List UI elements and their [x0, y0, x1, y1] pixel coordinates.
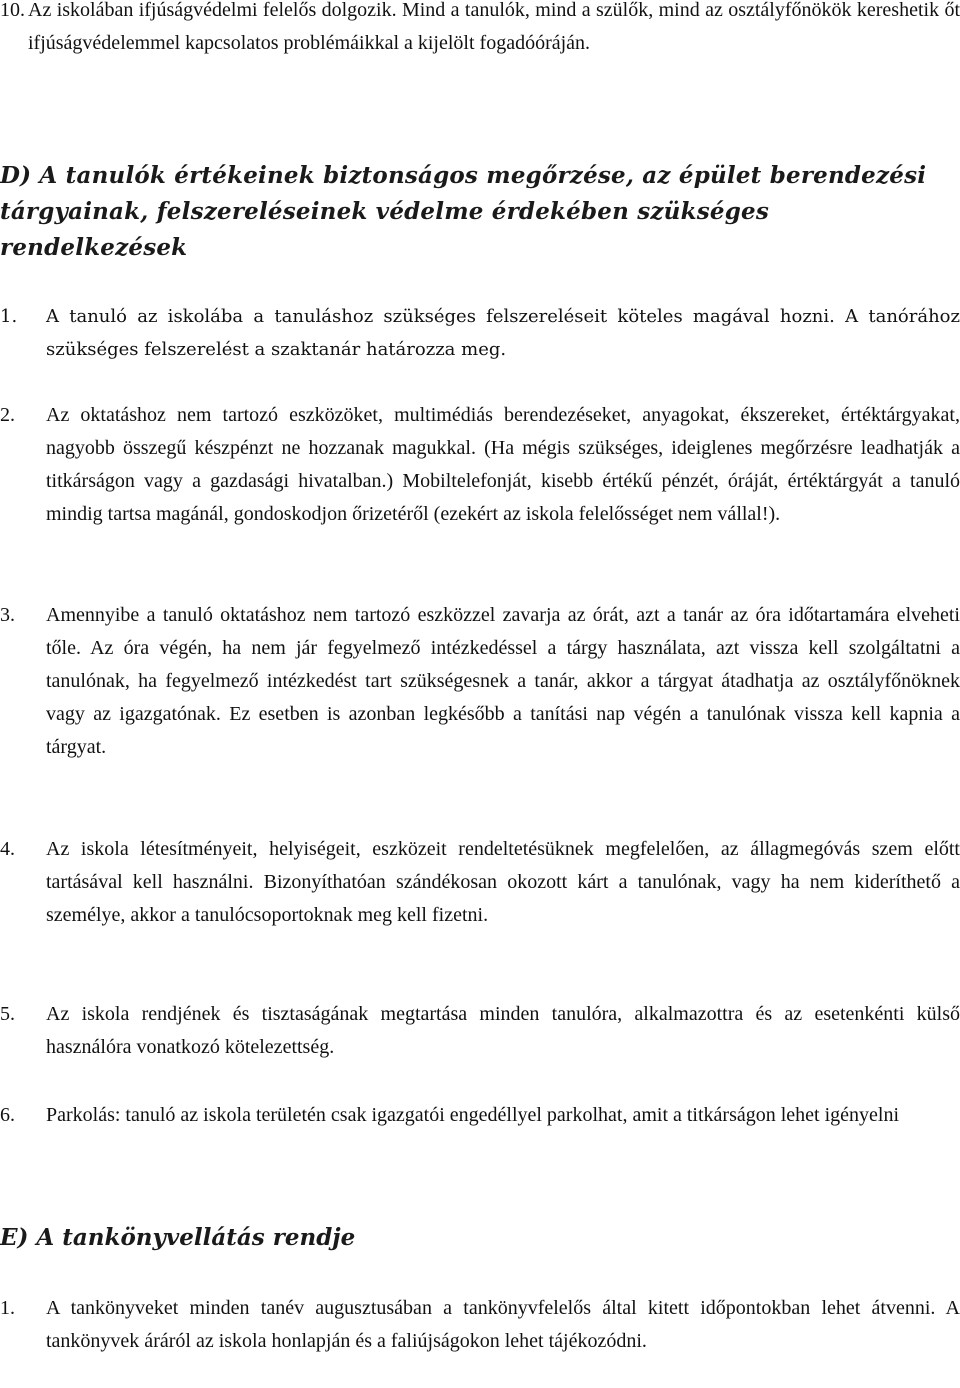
list-item: [0, 833, 960, 932]
list-item: [0, 399, 960, 531]
list-item: [0, 998, 960, 1064]
list-item: [0, 1292, 960, 1358]
list-item: [0, 300, 960, 366]
item-text: Az iskola létesítményeit, helyiségeit, eszközeit rendeltetésüknek megfelelően, az állagmegóvás szem előtt tartásával kell használni. Bizonyíthatóan szándékosan okozott kárt a tanulónak, vagy ha nem kideríthető a személye, akkor a tanulócsoportoknak meg kell fizetni.: [46, 838, 960, 926]
item-text: Az oktatáshoz nem tartozó eszközöket, multimédiás berendezéseket, anyagokat, ékszereket, értéktárgyakat, nagyobb összegű készpénzt ne hozzanak magukkal. (Ha mégis szükséges, ideiglenes megőrzésre leadhatják a titkárságon vagy a gazdasági hivatalban.) Mobiltelefonját, kisebb értékű pénzét, óráját, értéktárgyát a tanuló mindig tartsa magánál, gondoskodjon őrizetéről (ezekért az iskola felelősséget nem vállal!).: [46, 404, 960, 525]
item-text: A tankönyveket minden tanév augusztusában a tankönyvfelelős által kitett időpontokban lehet átvenni. A tankönyvek áráról az iskola honlapján és a faliújságokon lehet tájékozódni.: [46, 1297, 960, 1352]
list-item-10: [0, 0, 960, 60]
item-number: 3.: [0, 604, 15, 626]
item-number: 10.: [0, 0, 25, 21]
item-text: A tanuló az iskolába a tanuláshoz szükséges felszereléseit köteles magával hozni. A tanórához szükséges felszerelést a szaktanár határozza meg.: [46, 306, 960, 360]
item-text: Az iskolában ifjúságvédelmi felelős dolgozik. Mind a tanulók, mind a szülők, mind az osztályfőnökök kereshetik őt ifjúságvédelemmel kapcsolatos problémáikkal a kijelölt fogadóóráján.: [28, 0, 960, 54]
list-item: [0, 1099, 960, 1132]
item-number: 4.: [0, 838, 15, 860]
item-number: 5.: [0, 1003, 15, 1025]
item-text: Az iskola rendjének és tisztaságának megtartása minden tanulóra, alkalmazottra és az esetenkénti külső használóra vonatkozó kötelezettség.: [46, 1003, 960, 1058]
item-number: 1.: [0, 1297, 15, 1319]
item-number: 6.: [0, 1104, 15, 1126]
section-heading-d: D) A tanulók értékeinek biztonságos megőrzése, az épület berendezési tárgyainak, felszereléseinek védelme érdekében szükséges rendelkezések: [0, 162, 927, 261]
item-text: Parkolás: tanuló az iskola területén csak igazgatói engedéllyel parkolhat, amit a titkárságon lehet igényelni: [46, 1104, 900, 1126]
list-item: [0, 599, 960, 764]
section-heading-e: E) A tankönyvellátás rendje: [0, 1224, 356, 1251]
item-text: Amennyibe a tanuló oktatáshoz nem tartozó eszközzel zavarja az órát, azt a tanár az óra időtartamára elveheti tőle. Az óra végén, ha nem jár fegyelmező intézkedéssel a tárgy használata, azt vissza kell szolgáltatni a tanulónak, ha fegyelmező intézkedést tart szükségesnek a tanár, akkor a tárgyat átadhatja az osztályfőnöknek vagy az igazgatónak. Ez esetben is azonban legkésőbb a tanítási nap végén a tanulónak vissza kell kapnia a tárgyat.: [46, 604, 960, 758]
item-number: 2.: [0, 404, 15, 426]
item-number: 1.: [0, 306, 18, 327]
